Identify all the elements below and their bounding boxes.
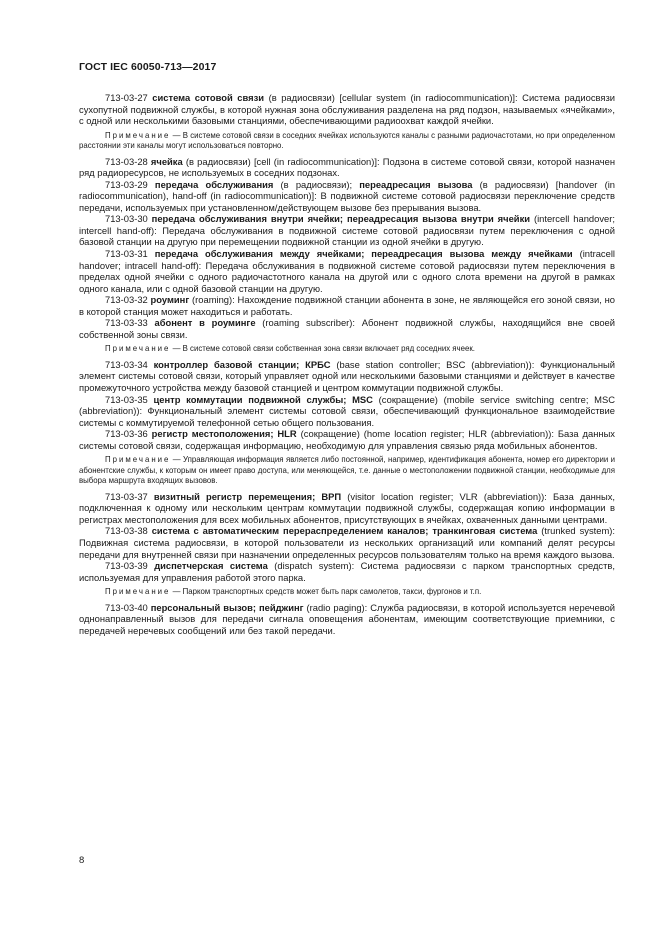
entry-713-03-37 [79,491,615,526]
entry-term: персональный вызов; пейджинг [150,601,304,613]
document-header: ГОСТ IEC 60050-713—2017 [79,61,217,73]
entry-text: (base station controller; BSC (abbreviation)): Функциональный элемент системы сотовой связи, который управляет одной или несколькими базовыми станциями и действует в качестве промежуточного устройства между базовой станцией и центром коммутации подвижной службы. [79,358,615,393]
entry-term: ячейка [150,155,183,167]
entry-text-2: (в радиосвязи) [handover (in radiocommunication), hand-off (in radiocommunication)]: В подвижной системе сотовой радиосвязи переключение средств передачи, используемых при установленном/действующем вызове без прерывания вызова. [79,178,616,213]
entry-number: 713-03-39 [105,560,148,572]
entry-713-03-31 [79,248,615,294]
entry-713-03-28 [79,156,615,179]
entry-713-03-32 [79,294,615,317]
entry-text: (trunked system): Подвижная система радиосвязи, в которой пользователи из нескольких организаций или компаний делят ресурсы передачи для внутренней связи при назначении определенных ресурсов пользователям только на время каждого вызова. [79,525,615,560]
entry-text: (visitor location register; VLR (abbreviation)): База данных, подключенная к одному или нескольким центрам коммутации подвижной службы, содержащая копию информации в регистрах местоположения для всех мобильных абонентов, присутствующих в ячейках, охваченных данными центрами. [79,490,615,525]
entry-term: система сотовой связи [152,92,265,103]
entry-713-03-40 [79,602,615,637]
note-label: Примечание [105,587,171,597]
entry-term-2: переадресация вызова [359,178,473,190]
entry-713-03-38 [79,525,615,560]
document-body [79,92,615,636]
entry-term: передача обслуживания [154,178,274,190]
entry-term: передача обслуживания между ячейками; переадресация вызова между ячейками [154,248,573,260]
entry-text: (roaming subscriber): Абонент подвижной службы, находящийся вне своей собственной зоны связи. [79,317,616,340]
entry-text: (сокращение) (mobile service switching centre; MSC (abbreviation)): Функциональный элемент системы сотовой связи, обеспечивающий функциональное взаимодействие системы с коммутируемой телефонной сетью общего пользования. [79,393,615,428]
note-text: — Управляющая информация является либо постоянной, например, идентификация абонента, номер его директории и абонентские службы, к которым он имеет право доступа, или меняющейся, т.е. данные о местоположении подвижной станции, необходимые для выбора маршрута входящих вызовов. [79,455,615,486]
entry-number: 713-03-28 [105,155,148,167]
entry-term: передача обслуживания внутри ячейки; переадресация вызова внутри ячейки [151,213,531,225]
entry-text: (radio paging): Служба радиосвязи, в которой используется неречевой однонаправленный вызов для передачи сигнала оповещения абонентам, имеющим соответствующие приемники, с передачей неречевых сообщений или без такой передачи. [79,601,616,636]
entry-term: центр коммутации подвижной службы; MSC [153,393,373,405]
entry-number: 713-03-33 [105,317,148,329]
entry-term: система с автоматическим перераспределением каналов; транкинговая система [151,525,538,537]
entry-713-03-33 [79,317,615,340]
entry-number: 713-03-32 [105,294,148,306]
entry-number: 713-03-31 [105,248,148,260]
entry-number: 713-03-29 [105,178,148,190]
entry-text: (в радиосвязи); [273,178,360,190]
entry-term: абонент в роуминге [154,317,256,329]
note-text: — Парком транспортных средств может быть парк самолетов, такси, фургонов и т.п. [170,587,482,597]
entry-text: (intracell handover; intracell hand-off): Передача обслуживания в подвижной системе сотовой радиосвязи путем переключения в пределах одной ячейки с одного радиочастотного канала на другой или с одного слота времени на другой в рамках одного канала, или с одной базовой станции на другую. [79,248,615,294]
entry-term: визитный регистр перемещения; ВРП [153,490,342,502]
entry-number: 713-03-27 [105,92,148,103]
entry-number: 713-03-38 [105,525,148,537]
entry-713-03-29 [79,179,615,214]
entry-text: (intercell handover; intercell hand-off): Передача обслуживания в подвижной системе сотовой радиосвязи путем переключения с одной базовой станции на другую при перемещении подвижной станции из одной ячейки в другую. [79,213,615,248]
entry-term: роуминг [150,294,190,306]
entry-713-03-36 [79,428,615,451]
entry-number: 713-03-35 [105,393,148,405]
entry-text: (roaming): Нахождение подвижной станции абонента в зоне, не являющейся его зоной связи, но в которой станция может находиться и работать. [79,294,615,317]
entry-number: 713-03-34 [105,358,148,370]
entry-713-03-27 [79,92,615,127]
entry-713-03-30 [79,213,615,248]
entry-term: диспетчерская система [154,560,268,572]
note-label: Примечание [105,455,171,465]
entry-713-03-35 [79,394,615,429]
entry-text: (сокращение) (home location register; HLR (abbreviation)): База данных системы сотовой связи, содержащая информацию, необходимую для управления связью ряда мобильных абонентов. [79,428,615,451]
entry-text: (в радиосвязи) [cell (in radiocommunication)]: Подзона в системе сотовой связи, которой назначен ряд радиоресурсов, не используемых в соседних подзонах. [79,155,616,179]
note [79,344,615,355]
entry-text: (в радиосвязи) [cellular system (in radiocommunication)]: Система радиосвязи сухопутной подвижной службы, в которой нужная зона обслуживания разделена на ряд подзон, называемых «ячейками», с одной или несколькими базовыми станциями, обеспечивающими радиоохват каждой ячейки. [79,92,615,127]
entry-713-03-34 [79,359,615,394]
entry-number: 713-03-30 [105,213,148,225]
note-label: Примечание [105,130,171,140]
entry-text: (dispatch system): Система радиосвязи с парком транспортных средств, используемая для управления работой этого парка. [79,560,616,583]
note-text: — В системе сотовой связи собственная зона связи включает ряд соседних ячеек. [170,344,475,354]
note [79,131,615,152]
entry-713-03-39 [79,560,615,583]
note-text: — В системе сотовой связи в соседних ячейках используются каналы с разными радиочастотами, но при определенном расстоянии эти каналы могут использоваться повторно. [79,130,615,151]
note [79,587,615,598]
entry-number: 713-03-37 [105,490,148,502]
entry-number: 713-03-36 [105,428,148,440]
entry-term: регистр местоположения; HLR [151,428,297,440]
note [79,455,615,487]
page-number: 8 [79,855,85,866]
entry-term: контроллер базовой станции; КРБС [153,358,331,370]
note-label: Примечание [105,344,171,354]
entry-number: 713-03-40 [105,601,148,613]
